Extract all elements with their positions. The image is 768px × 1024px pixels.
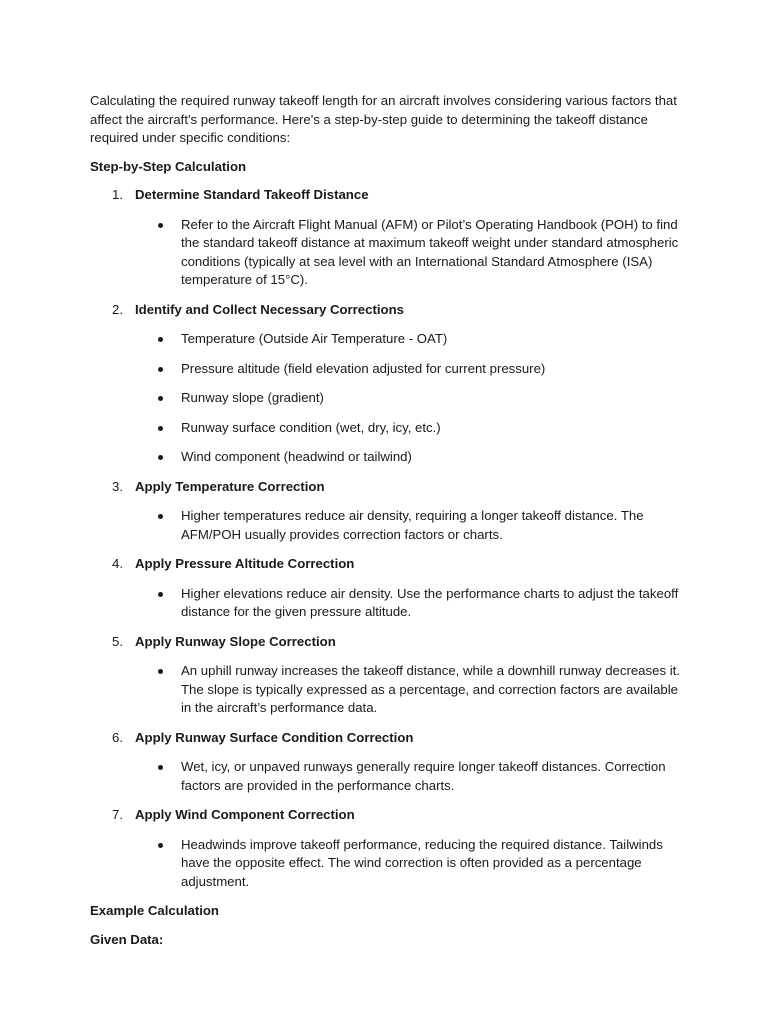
bullet-text: Pressure altitude (field elevation adjusted for current pressure) (181, 360, 546, 376)
bullet-text: Temperature (Outside Air Temperature - OAT) (181, 331, 448, 346)
step-title-text: Apply Wind Component Correction (135, 807, 355, 822)
bullet-item (90, 360, 690, 379)
step-title (90, 633, 690, 652)
step-item (90, 478, 690, 545)
bullet-dot-icon (158, 367, 163, 372)
step-number: 3. (112, 478, 123, 494)
bullet-item (90, 216, 690, 290)
given-data-heading: Given Data: (90, 931, 164, 947)
bullet-dot-icon (158, 426, 163, 431)
step-title-text: Apply Temperature Correction (135, 478, 325, 494)
step-title (90, 186, 690, 205)
bullet-list (90, 758, 690, 795)
bullet-text: Higher temperatures reduce air density, requiring a longer takeoff distance. The AFM/POH usually provides correction factors or charts. (181, 508, 644, 542)
step-item (90, 186, 690, 290)
bullet-text: Runway surface condition (wet, dry, icy, etc.) (181, 419, 441, 435)
bullet-text: Wind component (headwind or tailwind) (181, 449, 412, 464)
bullet-text: An uphill runway increases the takeoff distance, while a downhill runway decreases it. The slope is typically expressed as a percentage, and correction factors are available in the aircraft’s performance data. (181, 663, 680, 715)
bullet-dot-icon (158, 396, 163, 401)
bullet-list (90, 330, 690, 467)
bullet-item (90, 836, 690, 892)
bullet-dot-icon (158, 669, 163, 674)
step-title-text: Apply Runway Surface Condition Correction (135, 729, 414, 745)
bullet-list (90, 585, 690, 622)
bullet-text: Runway slope (gradient) (181, 390, 324, 405)
document-page (90, 92, 690, 959)
step-title-text: Apply Pressure Altitude Correction (135, 556, 355, 571)
steps-heading: Step-by-Step Calculation (90, 158, 247, 174)
step-item (90, 633, 690, 718)
bullet-dot-icon (158, 455, 163, 460)
bullet-dot-icon (158, 843, 163, 848)
step-item (90, 301, 690, 467)
bullet-list (90, 216, 690, 290)
step-number: 6. (112, 729, 123, 745)
bullet-item (90, 330, 690, 349)
step-number: 5. (112, 633, 123, 649)
step-title-text: Apply Runway Slope Correction (135, 633, 336, 649)
intro-paragraph: Calculating the required runway takeoff length for an aircraft involves considering various factors that affect the aircraft's performance. Here's a step-by-step guide to determining the takeoff distance required under specific conditions: (90, 93, 677, 145)
bullet-item (90, 585, 690, 622)
bullet-text: Wet, icy, or unpaved runways generally require longer takeoff distances. Correction factors are provided in the performance charts. (181, 759, 666, 793)
step-item (90, 806, 690, 891)
step-title (90, 555, 690, 574)
bullet-text: Headwinds improve takeoff performance, reducing the required distance. Tailwinds have the opposite effect. The wind correction is often provided as a percentage adjustment. (181, 836, 663, 889)
bullet-dot-icon (158, 765, 163, 770)
bullet-text: Refer to the Aircraft Flight Manual (AFM) or Pilot’s Operating Handbook (POH) to find the standard takeoff distance at maximum takeoff weight under standard atmospheric conditions (typically at sea level with an International Standard Atmosphere (ISA) temperature of 15°C). (181, 216, 679, 287)
bullet-item (90, 389, 690, 408)
step-title-text: Determine Standard Takeoff Distance (135, 187, 369, 202)
bullet-item (90, 448, 690, 467)
bullet-dot-icon (158, 592, 163, 597)
bullet-dot-icon (158, 514, 163, 519)
steps-list (90, 186, 690, 891)
bullet-text: Higher elevations reduce air density. Use the performance charts to adjust the takeoff distance for the given pressure altitude. (181, 585, 679, 619)
step-title-text: Identify and Collect Necessary Corrections (135, 301, 404, 317)
bullet-dot-icon (158, 337, 163, 342)
bullet-item (90, 419, 690, 438)
example-heading: Example Calculation (90, 903, 219, 918)
step-title (90, 301, 690, 320)
bullet-list (90, 662, 690, 718)
bullet-item (90, 507, 690, 544)
step-number: 2. (112, 301, 123, 317)
step-number: 4. (112, 556, 123, 571)
step-number: 1. (112, 187, 123, 202)
bullet-item (90, 662, 690, 718)
bullet-dot-icon (158, 223, 163, 228)
step-number: 7. (112, 807, 123, 822)
bullet-list (90, 507, 690, 544)
step-title (90, 478, 690, 497)
bullet-list (90, 836, 690, 892)
step-item (90, 729, 690, 796)
step-title (90, 729, 690, 748)
step-title (90, 806, 690, 825)
step-item (90, 555, 690, 622)
bullet-item (90, 758, 690, 795)
